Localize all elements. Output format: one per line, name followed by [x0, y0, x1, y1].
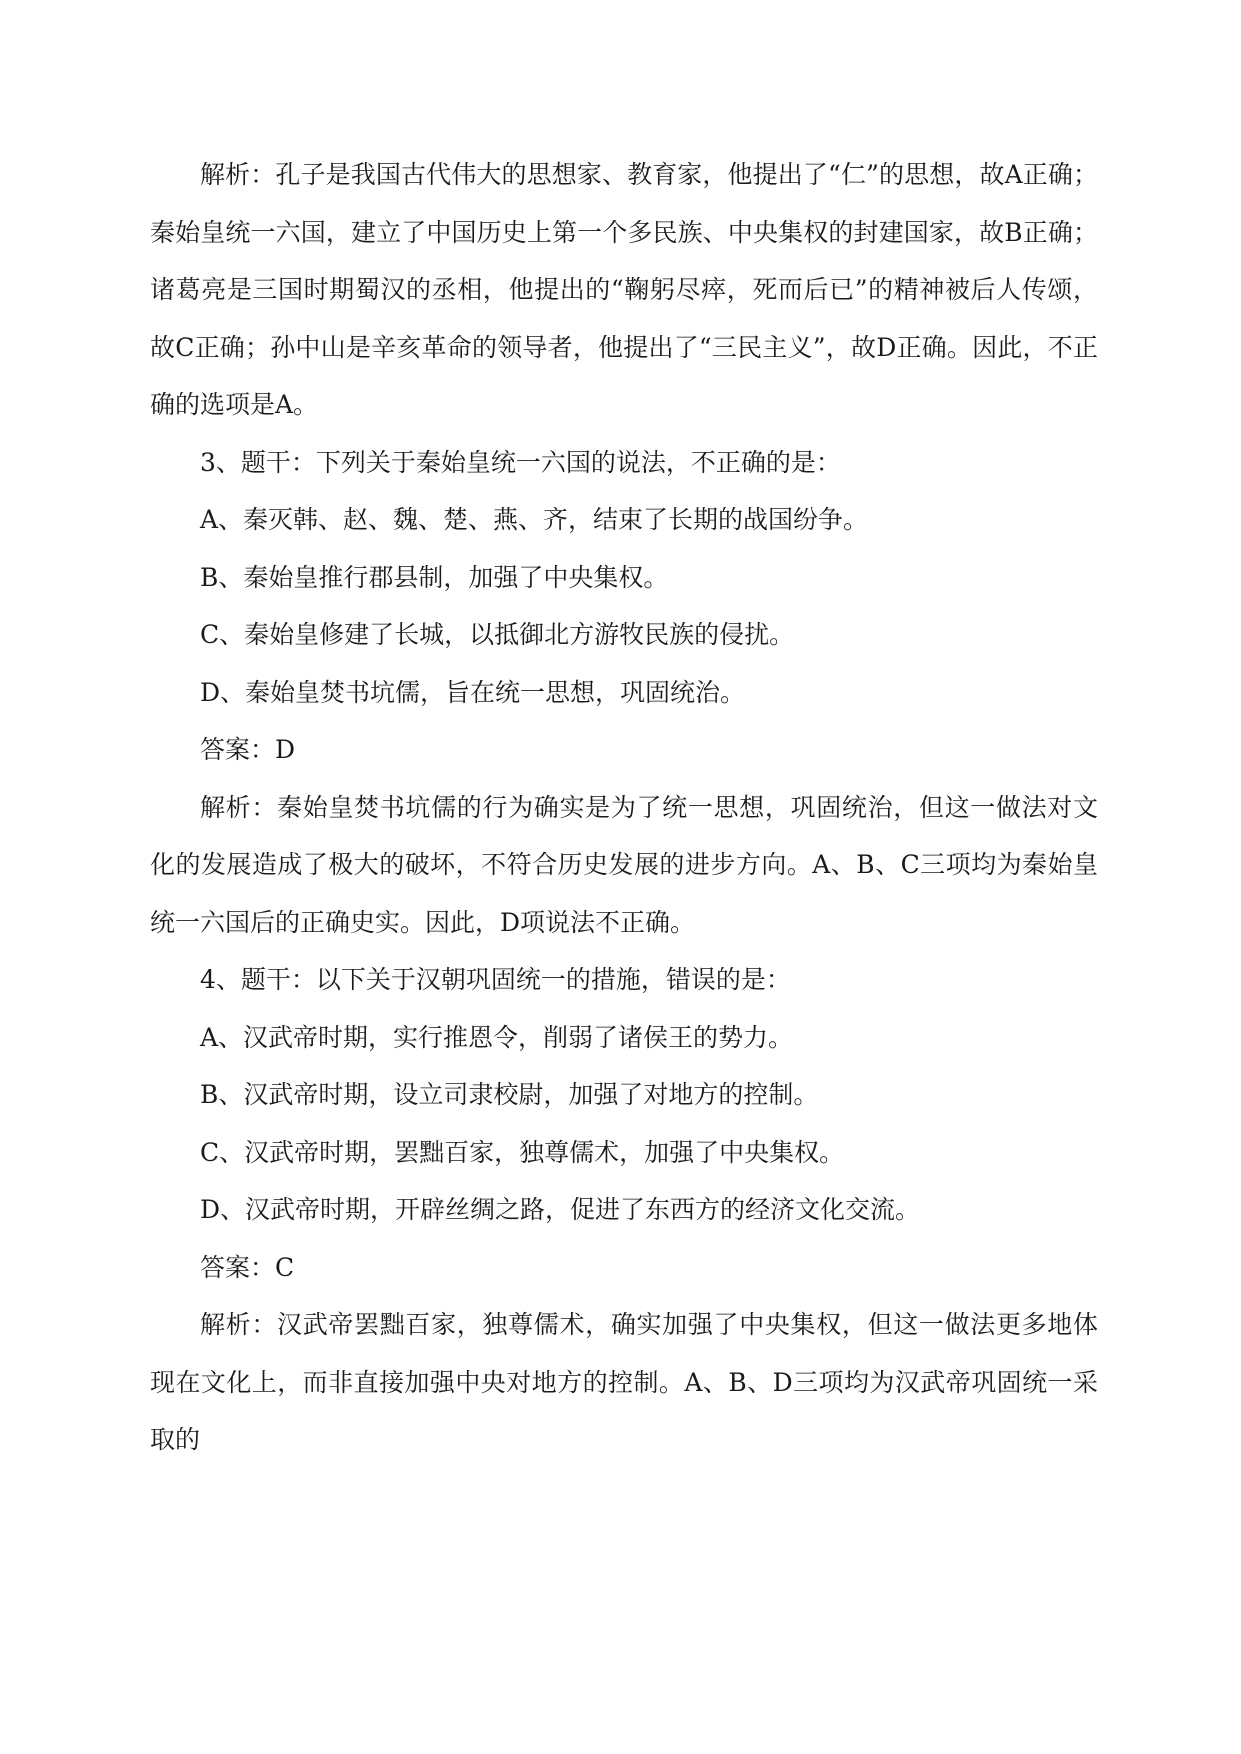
question-3-option-a: A、秦灭韩、赵、魏、楚、燕、齐，结束了长期的战国纷争。: [200, 505, 869, 534]
document-body: [150, 146, 1098, 1469]
question-3-option-c: C、秦始皇修建了长城，以抵御北方游牧民族的侵扰。: [200, 620, 795, 649]
question-3-option-d: D、秦始皇焚书坑儒，旨在统一思想，巩固统治。: [200, 677, 746, 707]
question-4-option-a: A、汉武帝时期，实行推恩令，削弱了诸侯王的势力。: [200, 1022, 794, 1052]
analysis-paragraph-q4: 解析：汉武帝罢黜百家，独尊儒术，确实加强了中央集权，但这一做法更多地体现在文化上，而非直接加强中央对地方的控制。A、B、D三项均为汉武帝巩固统一采取的: [150, 1310, 1098, 1454]
question-4-stem: 4、题干：以下关于汉朝巩固统一的措施，错误的是：: [200, 965, 791, 994]
question-4-option-c: C、汉武帝时期，罢黜百家，独尊儒术，加强了中央集权。: [200, 1137, 845, 1167]
question-3-option-b: B、秦始皇推行郡县制，加强了中央集权。: [200, 562, 669, 592]
question-3-answer: 答案：D: [200, 735, 296, 764]
question-3-stem: 3、题干：下列关于秦始皇统一六国的说法，不正确的是：: [200, 447, 841, 477]
question-4-option-d: D、汉武帝时期，开辟丝绸之路，促进了东西方的经济文化交流。: [200, 1195, 921, 1224]
question-4-answer: 答案：C: [200, 1252, 295, 1282]
analysis-paragraph-q3: 解析：秦始皇焚书坑儒的行为确实是为了统一思想，巩固统治，但这一做法对文化的发展造成了极大的破坏，不符合历史发展的进步方向。A、B、C三项均为秦始皇统一六国后的正确史实。因此，D项说法不正确。: [150, 792, 1098, 937]
analysis-paragraph-q2: 解析：孔子是我国古代伟大的思想家、教育家，他提出了“仁”的思想，故A正确；秦始皇统一六国，建立了中国历史上第一个多民族、中央集权的封建国家，故B正确；诸葛亮是三国时期蜀汉的丞相，他提出的“鞠躬尽瘁，死而后已”的精神被后人传颂，故C正确；孙中山是辛亥革命的领导者，他提出了“三民主义”，故D正确。因此，不正确的选项是A。: [150, 160, 1098, 419]
question-4-option-b: B、汉武帝时期，设立司隶校尉，加强了对地方的控制。: [200, 1080, 819, 1109]
